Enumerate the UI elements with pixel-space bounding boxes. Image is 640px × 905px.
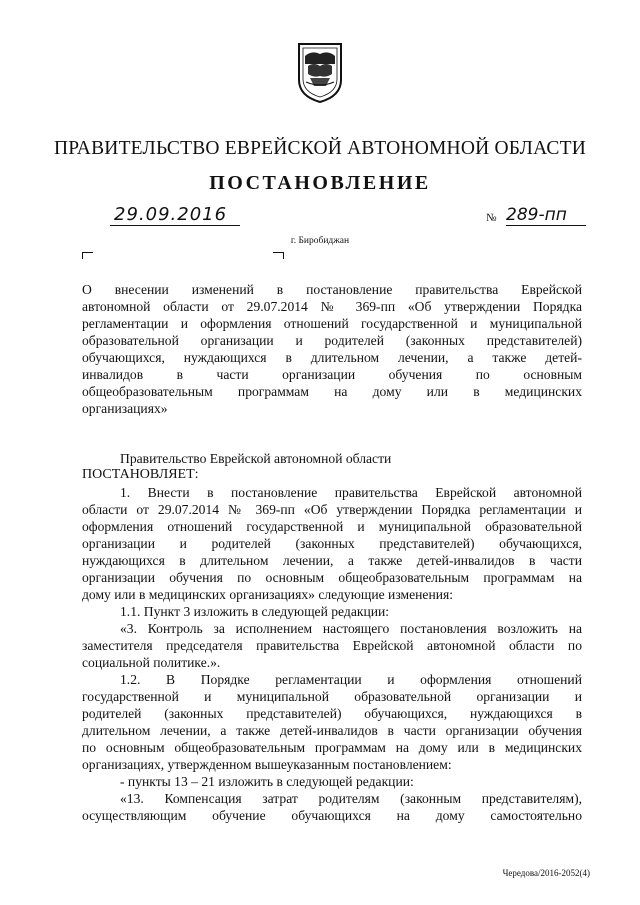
- number-label: №: [486, 212, 497, 224]
- body-line: области от 29.07.2014 № 369-пп «Об утверждении Порядка регламентации и: [82, 502, 582, 517]
- subject-line: регламентации и оформления отношений государственной и муниципальной: [82, 316, 582, 331]
- footer-code: Чередова/2016-2052(4): [502, 868, 590, 878]
- body-line: государственной и муниципальной образовательной организации и: [82, 689, 582, 704]
- body-line: осуществляющим обучение обучающихся на дому самостоятельно: [82, 808, 582, 823]
- body-line: длительном лечении, а также детей-инвалидов в части организации обучения: [82, 723, 582, 738]
- body-line: 1.1. Пункт 3 изложить в следующей редакции:: [120, 604, 390, 619]
- city-name: г. Биробиджан: [290, 236, 350, 246]
- body-line: 1. Внести в постановление правительства Еврейской автономной: [120, 485, 582, 500]
- body-line-resolves: ПОСТАНОВЛЯЕТ:: [82, 467, 199, 482]
- body-line: родителей (законных представителей) обучающихся, нуждающихся в: [82, 706, 582, 721]
- document-date: 29.09.2016: [110, 204, 240, 226]
- document-number: 289-пп: [506, 205, 586, 226]
- subject-line: организациях»: [82, 401, 168, 416]
- government-name: ПРАВИТЕЛЬСТВО ЕВРЕЙСКОЙ АВТОНОМНОЙ ОБЛАСТИ: [53, 138, 587, 159]
- document-type-title: ПОСТАНОВЛЕНИЕ: [209, 172, 431, 194]
- body-line: «13. Компенсация затрат родителям (законным представителям),: [120, 791, 582, 806]
- subject-line: инвалидов в части организации обучения по основным: [82, 367, 582, 382]
- body-line: «3. Контроль за исполнением настоящего постановления возложить на: [120, 621, 582, 636]
- subject-corner-left: [82, 252, 93, 259]
- body-line: нуждающихся в длительном лечении, а также детей-инвалидов в части: [82, 553, 582, 568]
- subject-line: О внесении изменений в постановление правительства Еврейской: [82, 282, 582, 297]
- subject-line: автономной области от 29.07.2014 № 369-пп «Об утверждении Порядка: [82, 299, 582, 314]
- body-line: оформления отношений государственной и муниципальной образовательной: [82, 519, 582, 534]
- subject-line: общеобразовательным программам на дому или в медицинских: [82, 384, 582, 399]
- body-line: заместителя председателя правительства Еврейской автономной области по: [82, 638, 582, 653]
- subject-corner-right: [273, 252, 284, 259]
- coat-of-arms-icon: [296, 38, 344, 104]
- body-line: по основным общеобразовательным программам на дому или в медицинских: [82, 740, 582, 755]
- body-line: организациях, утвержденном вышеуказанным постановлением:: [82, 757, 452, 772]
- subject-line: образовательной организации и родителей (законных представителей): [82, 333, 582, 348]
- body-line: - пункты 13 – 21 изложить в следующей редакции:: [120, 774, 414, 789]
- body-line: организации обучения по основным общеобразовательным программам на: [82, 570, 582, 585]
- body-line: 1.2. В Порядке регламентации и оформления отношений: [120, 672, 582, 687]
- body-line: организации и родителей (законных представителей) обучающихся,: [82, 536, 582, 551]
- subject-line: обучающихся, нуждающихся в длительном лечении, а также детей-: [82, 350, 582, 365]
- body-line: дому или в медицинских организациях» следующие изменения:: [82, 587, 454, 602]
- body-line: социальной политике.».: [82, 655, 221, 670]
- body-line: Правительство Еврейской автономной области: [120, 451, 392, 466]
